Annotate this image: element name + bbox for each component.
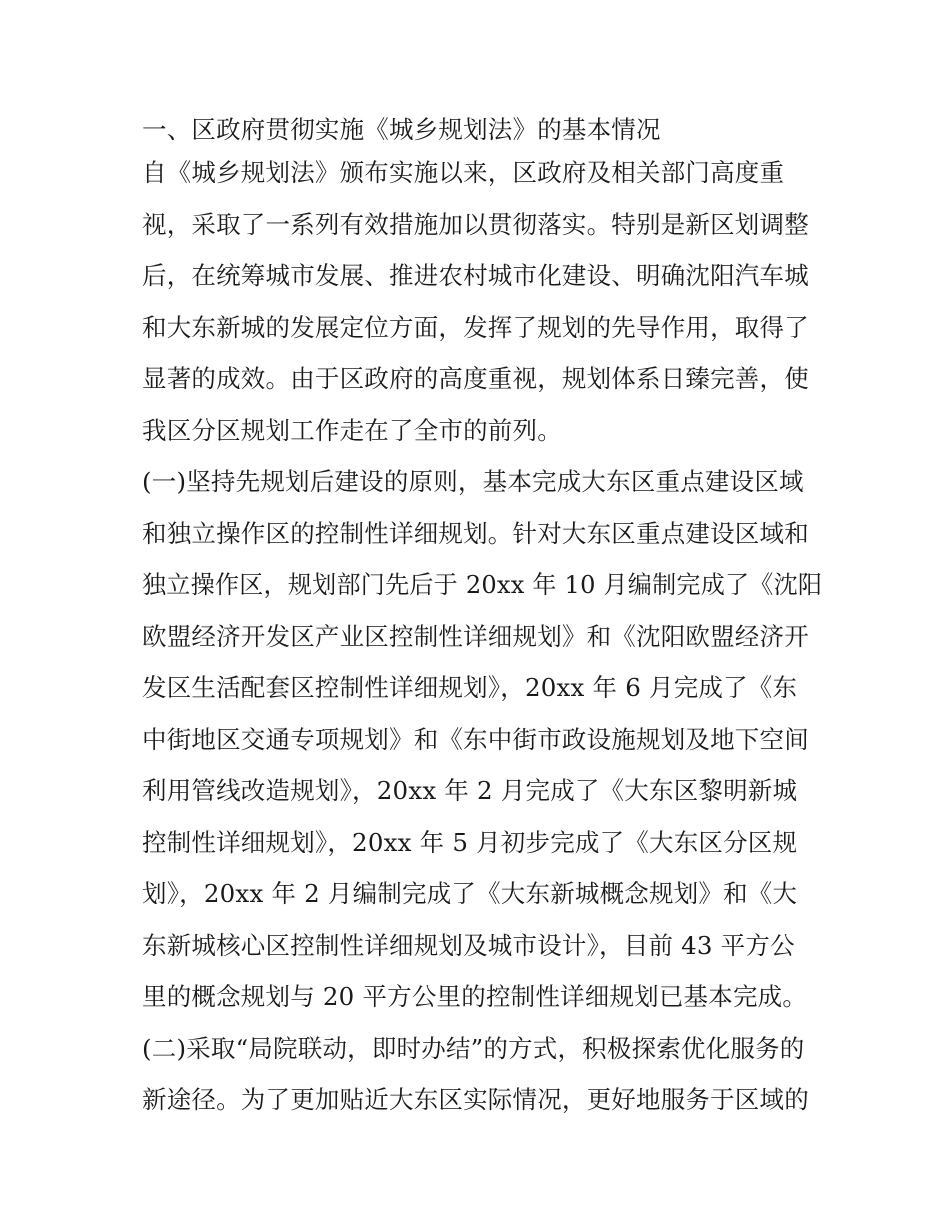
document-body (142, 110, 822, 1132)
paragraph-line: 和独立操作区的控制性详细规划。针对大东区重点建设区域和 (142, 518, 809, 548)
paragraph-line: 后，在统筹城市发展、推进农村城市化建设、明确沈阳汽车城 (142, 261, 809, 290)
section-heading: 一、区政府贯彻实施《城乡规划法》的基本情况 (142, 115, 661, 144)
paragraph-line: 划》，20xx 年 2 月编制完成了《大东新城概念规划》和《大 (142, 879, 798, 908)
paragraph-line: 和大东新城的发展定位方面，发挥了规划的先导作用，取得了 (142, 312, 809, 342)
subsection-line: (一)坚持先规划后建设的原则，基本完成大东区重点建设区域 (142, 467, 804, 496)
paragraph-line: 里的概念规划与 20 平方公里的控制性详细规划已基本完成。 (142, 982, 808, 1011)
paragraph-line: 中街地区交通专项规划》和《东中街市政设施规划及地下空间 (142, 724, 809, 754)
paragraph-line: 自《城乡规划法》颁布实施以来，区政府及相关部门高度重 (142, 158, 785, 187)
paragraph-line: 独立操作区，规划部门先后于 20xx 年 10 月编制完成了《沈阳 (142, 570, 823, 599)
paragraph-line: 控制性详细规划》，20xx 年 5 月初步完成了《大东区分区规 (142, 827, 798, 857)
subsection-line: (二)采取“局院联动，即时办结”的方式，积极探索优化服务的 (142, 1033, 805, 1063)
paragraph-line: 利用管线改造规划》，20xx 年 2 月完成了《大东区黎明新城 (142, 776, 798, 805)
paragraph-line: 欧盟经济开发区产业区控制性详细规划》和《沈阳欧盟经济开 (142, 621, 809, 651)
paragraph-line: 东新城核心区控制性详细规划及城市设计》，目前 43 平方公 (142, 930, 795, 960)
paragraph-line: 视，采取了一系列有效措施加以贯彻落实。特别是新区划调整 (142, 209, 809, 239)
paragraph-line: 发区生活配套区控制性详细规划》，20xx 年 6 月完成了《东 (142, 673, 798, 702)
paragraph-line: 我区分区规划工作走在了全市的前列。 (142, 415, 562, 445)
paragraph-line: 显著的成效。由于区政府的高度重视，规划体系日臻完善，使 (142, 364, 809, 393)
paragraph-line: 新途径。为了更加贴近大东区实际情况，更好地服务于区域的 (142, 1085, 809, 1114)
